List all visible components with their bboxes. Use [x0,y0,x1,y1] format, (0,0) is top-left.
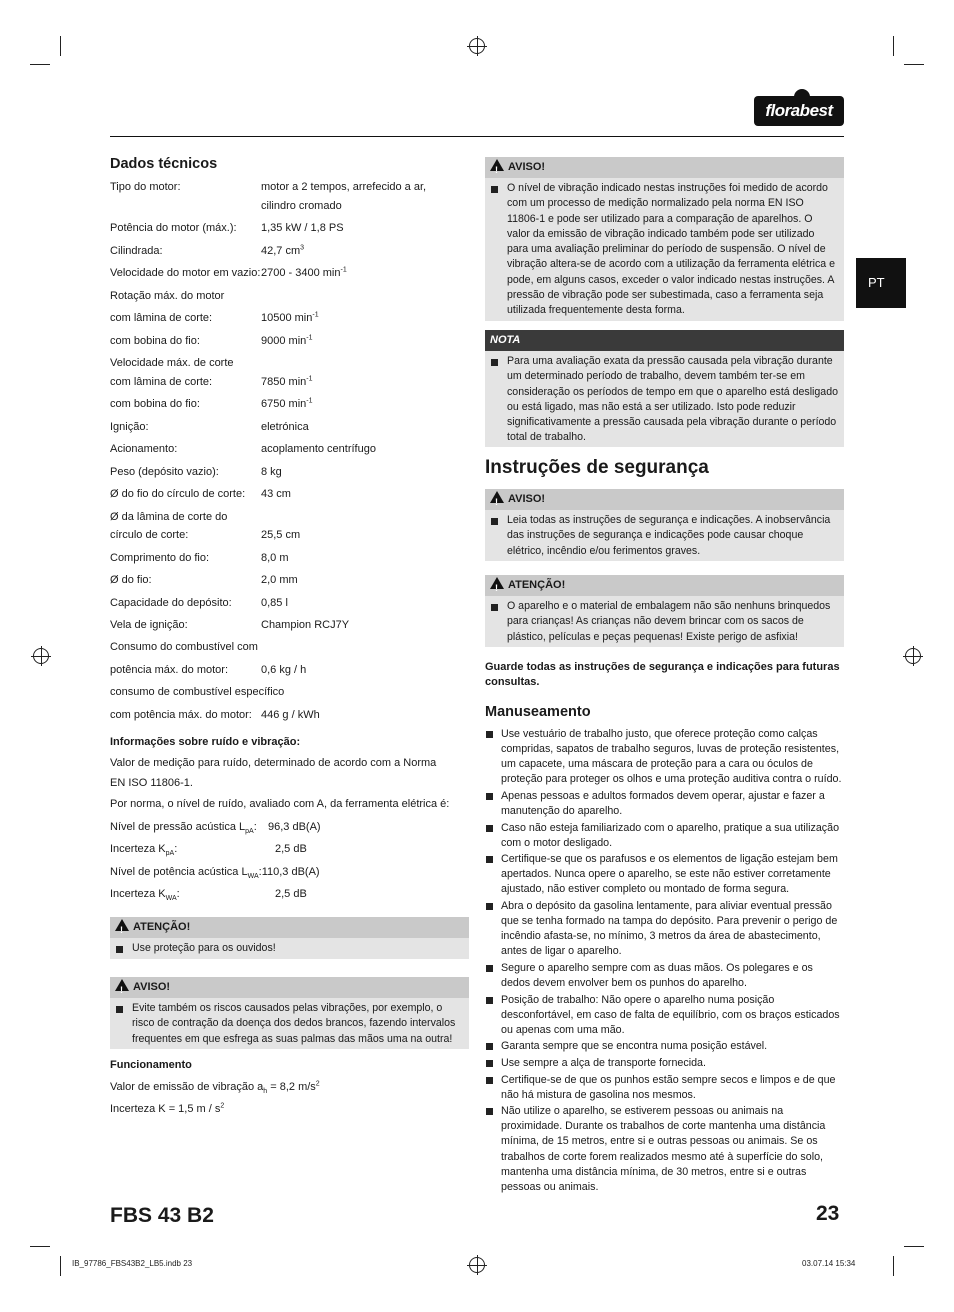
page-number: 23 [816,1202,840,1225]
keep-instructions-note: Guarde todas as instruções de segurança e indicações para futuras consultas. [485,661,840,689]
spec-unit-exponent: -1 [306,334,313,342]
safety-warning-body: Leia todas as instruções de segurança e indicações. A inobservância das instruções de segurança e indicações pode causar choque elétrico, incêndio e/ou ferimentos graves. [485,510,844,561]
spec-row [110,288,470,304]
attention-box-title: !ATENÇÃO! [110,917,469,938]
registration-mark-icon [905,648,921,664]
spec-label: Peso (depósito vazio): [110,466,219,478]
spec-unit-exponent: -1 [306,375,313,383]
spec-row [110,374,470,390]
spec-row [110,355,470,371]
bullet-icon [491,604,498,611]
spec-value-text: 25,5 cm [261,529,301,541]
spec-unit-exponent: -1 [312,311,319,319]
noise-paragraph-2: Por norma, o nível de ruído, avaliado com A, da ferramenta elétrica é: [110,798,450,810]
warning-icon [490,577,504,589]
spec-value-text: 42,7 cm [261,245,301,257]
spec-label: Velocidade máx. de corte [110,357,234,369]
list-item [485,1073,844,1103]
spec-label: círculo de corte: [110,529,189,541]
bullet-icon [486,1108,493,1115]
spec-label: Ø do fio do círculo de corte: [110,488,246,500]
spec-row [110,220,470,236]
list-item [485,852,844,897]
bullet-icon [491,186,498,193]
spec-label: com lâmina de corte: [110,312,213,324]
list-item [485,1104,844,1195]
warning-icon [115,979,129,991]
spec-value-text: 8,0 m [261,552,289,564]
spec-row [110,707,470,723]
warning-icon [490,159,504,171]
spec-value-text: acoplamento centrífugo [261,443,376,455]
attention-box-body: Use proteção para os ouvidos! [110,938,469,958]
spec-row [110,179,470,195]
safety-heading: Instruções de segurança [485,457,709,478]
bullet-icon [486,825,493,832]
list-item [485,993,844,1038]
list-item-text: Caso não esteja familiarizado com o aparelho, pratique a sua utilização com o motor desligado. [501,821,840,849]
spec-value-text: 0,85 l [261,597,288,609]
spec-label: com bobina do fio: [110,335,200,347]
spec-value-text: 43 cm [261,488,291,500]
list-item [485,789,844,819]
list-item [485,727,844,787]
crop-mark [30,1246,50,1247]
spec-value [261,464,282,480]
noise-kpa-value: 2,5 dB [275,843,307,855]
spec-value-text: motor a 2 tempos, arrefecido a ar, [261,181,427,193]
note-box-body: Para uma avaliação exata da pressão causada pela vibração durante um determinado período de trabalho, devem também ter-se em consideração os períodos de tempo em que o aparelho está desligado ou está ligado, mas não está a ser utilizado. Isto pode reduzir significativamente a pressão causada pela vibração durante o período total de trabalho. [485,351,844,448]
spec-value-text: 10500 min [261,312,313,324]
note-box-title: NOTA [485,330,844,351]
spec-value-text: eletrónica [261,421,309,433]
vibration-uncertainty: Incerteza K = 1,5 m / $s^2$ [110,1102,225,1115]
spec-row [110,639,470,655]
noise-kwa-value: 2,5 dB [275,888,307,900]
safety-attention-body: O aparelho e o material de embalagem não são nenhuns brinquedos para crianças! As crianças não devem brincar com os sacos de plástico, películas e peças pequenas! Existe perigo de asfixia! [485,596,844,647]
crop-mark [893,1256,894,1276]
spec-label: Rotação máx. do motor [110,290,225,302]
bullet-icon [486,965,493,972]
bullet-icon [486,903,493,910]
bullet-icon [116,946,123,953]
spec-value [261,374,313,390]
list-item [485,899,844,959]
vibration-emission-value: Valor de emissão de vibração $a_h = 8,2$ $m/s^2$ [110,1080,320,1096]
noise-heading: Informações sobre ruído e vibração: [110,736,301,748]
bullet-icon [486,997,493,1004]
spec-value [261,595,288,611]
spec-label: Consumo do combustível com [110,641,258,653]
spec-value [261,333,313,349]
crop-mark [893,36,894,56]
spec-value [261,243,304,259]
bullet-icon [486,793,493,800]
spec-label: Cilindrada: [110,245,163,257]
bullet-icon [491,359,498,366]
spec-value [261,707,320,723]
funcionamento-heading: Funcionamento [110,1059,192,1071]
spec-label: Velocidade do motor em vazio: [110,267,261,279]
spec-value [261,198,342,214]
registration-mark-icon [469,38,485,54]
safety-warning-box [485,489,844,561]
warning-box-title: !AVISO! [110,977,469,998]
list-item [485,1039,844,1054]
handling-list [485,727,844,1196]
spec-row [110,684,470,700]
spec-value-text: 2700 - 3400 min [261,267,341,279]
header-rule [110,136,844,137]
safety-attention-title: !ATENÇÃO! [485,575,844,596]
vibration-warning-box [485,157,844,321]
registration-mark-icon [469,1257,485,1273]
list-item-text: Segure o aparelho sempre com as duas mãos. Os polegares e os dedos devem envolver bem os punhos do aparelho. [501,961,813,989]
spec-row [110,527,470,543]
spec-value [261,486,291,502]
spec-row [110,441,470,457]
safety-warning-title: !AVISO! [485,489,844,510]
spec-label: Comprimento do fio: [110,552,210,564]
spec-row [110,509,470,525]
spec-row [110,464,470,480]
spec-value [261,572,298,588]
noise-kpa-label: Incerteza $K_{pA}$: [110,843,178,858]
model-name: FBS 43 B2 [110,1204,214,1227]
spec-row [110,333,470,349]
spec-value [261,265,347,281]
bullet-icon [116,1006,123,1013]
noise-kwa-label: Incerteza $K_{WA}$: [110,888,180,903]
crop-mark [904,64,924,65]
list-item [485,961,844,991]
spec-row [110,419,470,435]
warning-icon [115,919,129,931]
print-slug-date: 03.07.14 15:34 [802,1259,856,1268]
list-item [485,1056,844,1071]
list-item-text: Apenas pessoas e adultos formados devem operar, ajustar e fazer a manutenção do aparelho. [501,789,825,817]
warning-box-body: Evite também os riscos causados pelas vibrações, por exemplo, o risco de contração da doença dos dedos brancos, fazendo intervalos frequentes em que esfrega as suas palmas das mãos uma na outra! [110,998,469,1049]
spec-value-text: 8 kg [261,466,282,478]
list-item-text: Posição de trabalho: Não opere o aparelho numa posição desconfortável, em caso de falta de equilíbrio, com os braços esticados ou apenas com uma mão. [501,993,840,1036]
spec-value-text: Champion RCJ7Y [261,619,350,631]
safety-attention-box [485,575,844,647]
crop-mark [30,64,50,65]
spec-label: Acionamento: [110,443,178,455]
handling-heading: Manuseamento [485,704,591,720]
vibration-warning-title: !AVISO! [485,157,844,178]
list-item-text: Não utilize o aparelho, se estiverem pessoas ou animais na proximidade. Durante os trabalhos de corte mantenha uma distância mínima, de 15 metros, entre si e outras pessoas ou animais. Se os trabalhos de corte forem realizados mesmo até à superfície do solo, mantenha uma distância mínima, de 30 metros, entre si e outras pessoas ou animais. [501,1105,826,1193]
spec-value [261,550,289,566]
spec-label: Vela de ignição: [110,619,188,631]
noise-paragraph: Valor de medição para ruído, determinado de acordo com a Norma EN ISO 11806-1. [110,757,437,790]
noise-lwa-label: Nível de potência acústica $L_{WA}:110,3$ dB(A) [110,866,320,881]
bullet-icon [486,856,493,863]
spec-row [110,265,470,281]
warning-box [110,977,469,1049]
spec-value [261,419,309,435]
spec-label: potência máx. do motor: [110,664,229,676]
spec-label: com lâmina de corte: [110,376,213,388]
spec-value-text: 1,35 kW / 1,8 PS [261,222,344,234]
spec-row [110,550,470,566]
vibration-warning-body: O nível de vibração indicado nestas instruções foi medido de acordo com um processo de medição normalizado pela norma EN ISO 11806-1 e pode ser utilizado para a comparação de aparelhos. O valor da emissão de vibração indicado também pode ser utilizado para uma avaliação preliminar do período de suspensão. O nível de vibração altera-se de acordo com a utilização da ferramenta elétrica e pode, em alguns casos, exceder o valor indicado nestas instruções. A pressão de vibração pode ser subestimada, caso a ferramenta seja utilizada frequentemente desta forma. [485,178,844,321]
brand-logo: florabest [754,96,844,126]
print-slug-file: IB_97786_FBS43B2_LB5.indb 23 [72,1259,193,1268]
crop-mark [60,1256,61,1276]
spec-row [110,198,470,214]
note-box [485,330,844,447]
list-item-text: Use sempre a alça de transporte fornecida. [501,1056,706,1069]
spec-value [261,527,300,543]
section-heading-specs: Dados técnicos [110,156,218,172]
language-tab: PT [856,258,906,308]
spec-value [261,662,306,678]
bullet-icon [486,1077,493,1084]
attention-box [110,917,469,959]
spec-value [261,179,426,195]
spec-row [110,617,470,633]
spec-row [110,572,470,588]
list-item-text: Certifique-se que os parafusos e os elementos de ligação estejam bem apertados. Nunca opere o aparelho, se este não estiver corretamente ajustado, não estiver completo ou montado de forma segura. [501,853,838,896]
spec-value-text: 2,0 mm [261,574,298,586]
list-item [485,821,844,851]
spec-unit-exponent: -1 [306,397,313,405]
warning-icon [490,491,504,503]
spec-value [261,441,376,457]
spec-value-text: 446 g / kWh [261,709,320,721]
spec-value-text: 6750 min [261,398,307,410]
spec-label: Capacidade do depósito: [110,597,232,609]
spec-row [110,310,470,326]
bullet-icon [486,731,493,738]
spec-label: Ø do fio: [110,574,152,586]
spec-label: com bobina do fio: [110,398,200,410]
spec-row [110,396,470,412]
crop-mark [60,36,61,56]
spec-row [110,243,470,259]
spec-unit-exponent: 3 [300,244,305,252]
registration-mark-icon [33,648,49,664]
bullet-icon [486,1043,493,1050]
spec-label: com potência máx. do motor: [110,709,252,721]
spec-value [261,396,313,412]
spec-unit-exponent: -1 [340,266,347,274]
spec-value [261,617,349,633]
spec-label: Potência do motor (máx.): [110,222,237,234]
spec-row [110,486,470,502]
spec-label: Tipo do motor: [110,181,181,193]
list-item-text: Abra o depósito da gasolina lentamente, para aliviar eventual pressão que se tenha formado na tampa do depósito. Para prevenir o perigo de incêndio afasta-se, no mínimo, 3 metros da área de abastecimento, antes de ligar o aparelho. [501,900,838,958]
list-item-text: Garanta sempre que se encontra numa posição estável. [501,1040,768,1053]
spec-row [110,662,470,678]
spec-label: consumo de combustível específico [110,686,285,698]
spec-value-text: 0,6 kg / h [261,664,307,676]
spec-value-text: 7850 min [261,376,307,388]
bullet-icon [486,1060,493,1067]
list-item-text: Certifique-se de que os punhos estão sempre secos e limpos e de que não há mistura de gasolina nos mesmos. [501,1073,836,1101]
crop-mark [904,1246,924,1247]
spec-row [110,595,470,611]
noise-lpa-label: Nível de pressão acústica $L_{pA}$: [110,821,257,836]
list-item-text: Use vestuário de trabalho justo, que oferece proteção como calças compridas, sapatos de trabalho seguros, luvas de proteção resistentes, um capacete, uma máscara de proteção para a cara ou óculos de proteção para proteger os olhos e uma proteção auditiva contra o ruído. [501,728,842,786]
spec-value-text: cilindro cromado [261,200,342,212]
spec-value [261,220,344,236]
spec-label: Ignição: [110,421,149,433]
bullet-icon [491,518,498,525]
spec-value-text: 9000 min [261,335,307,347]
noise-lpa-value: 96,3 dB(A) [268,821,321,833]
spec-label: Ø da lâmina de corte do [110,511,228,523]
spec-value [261,310,319,326]
